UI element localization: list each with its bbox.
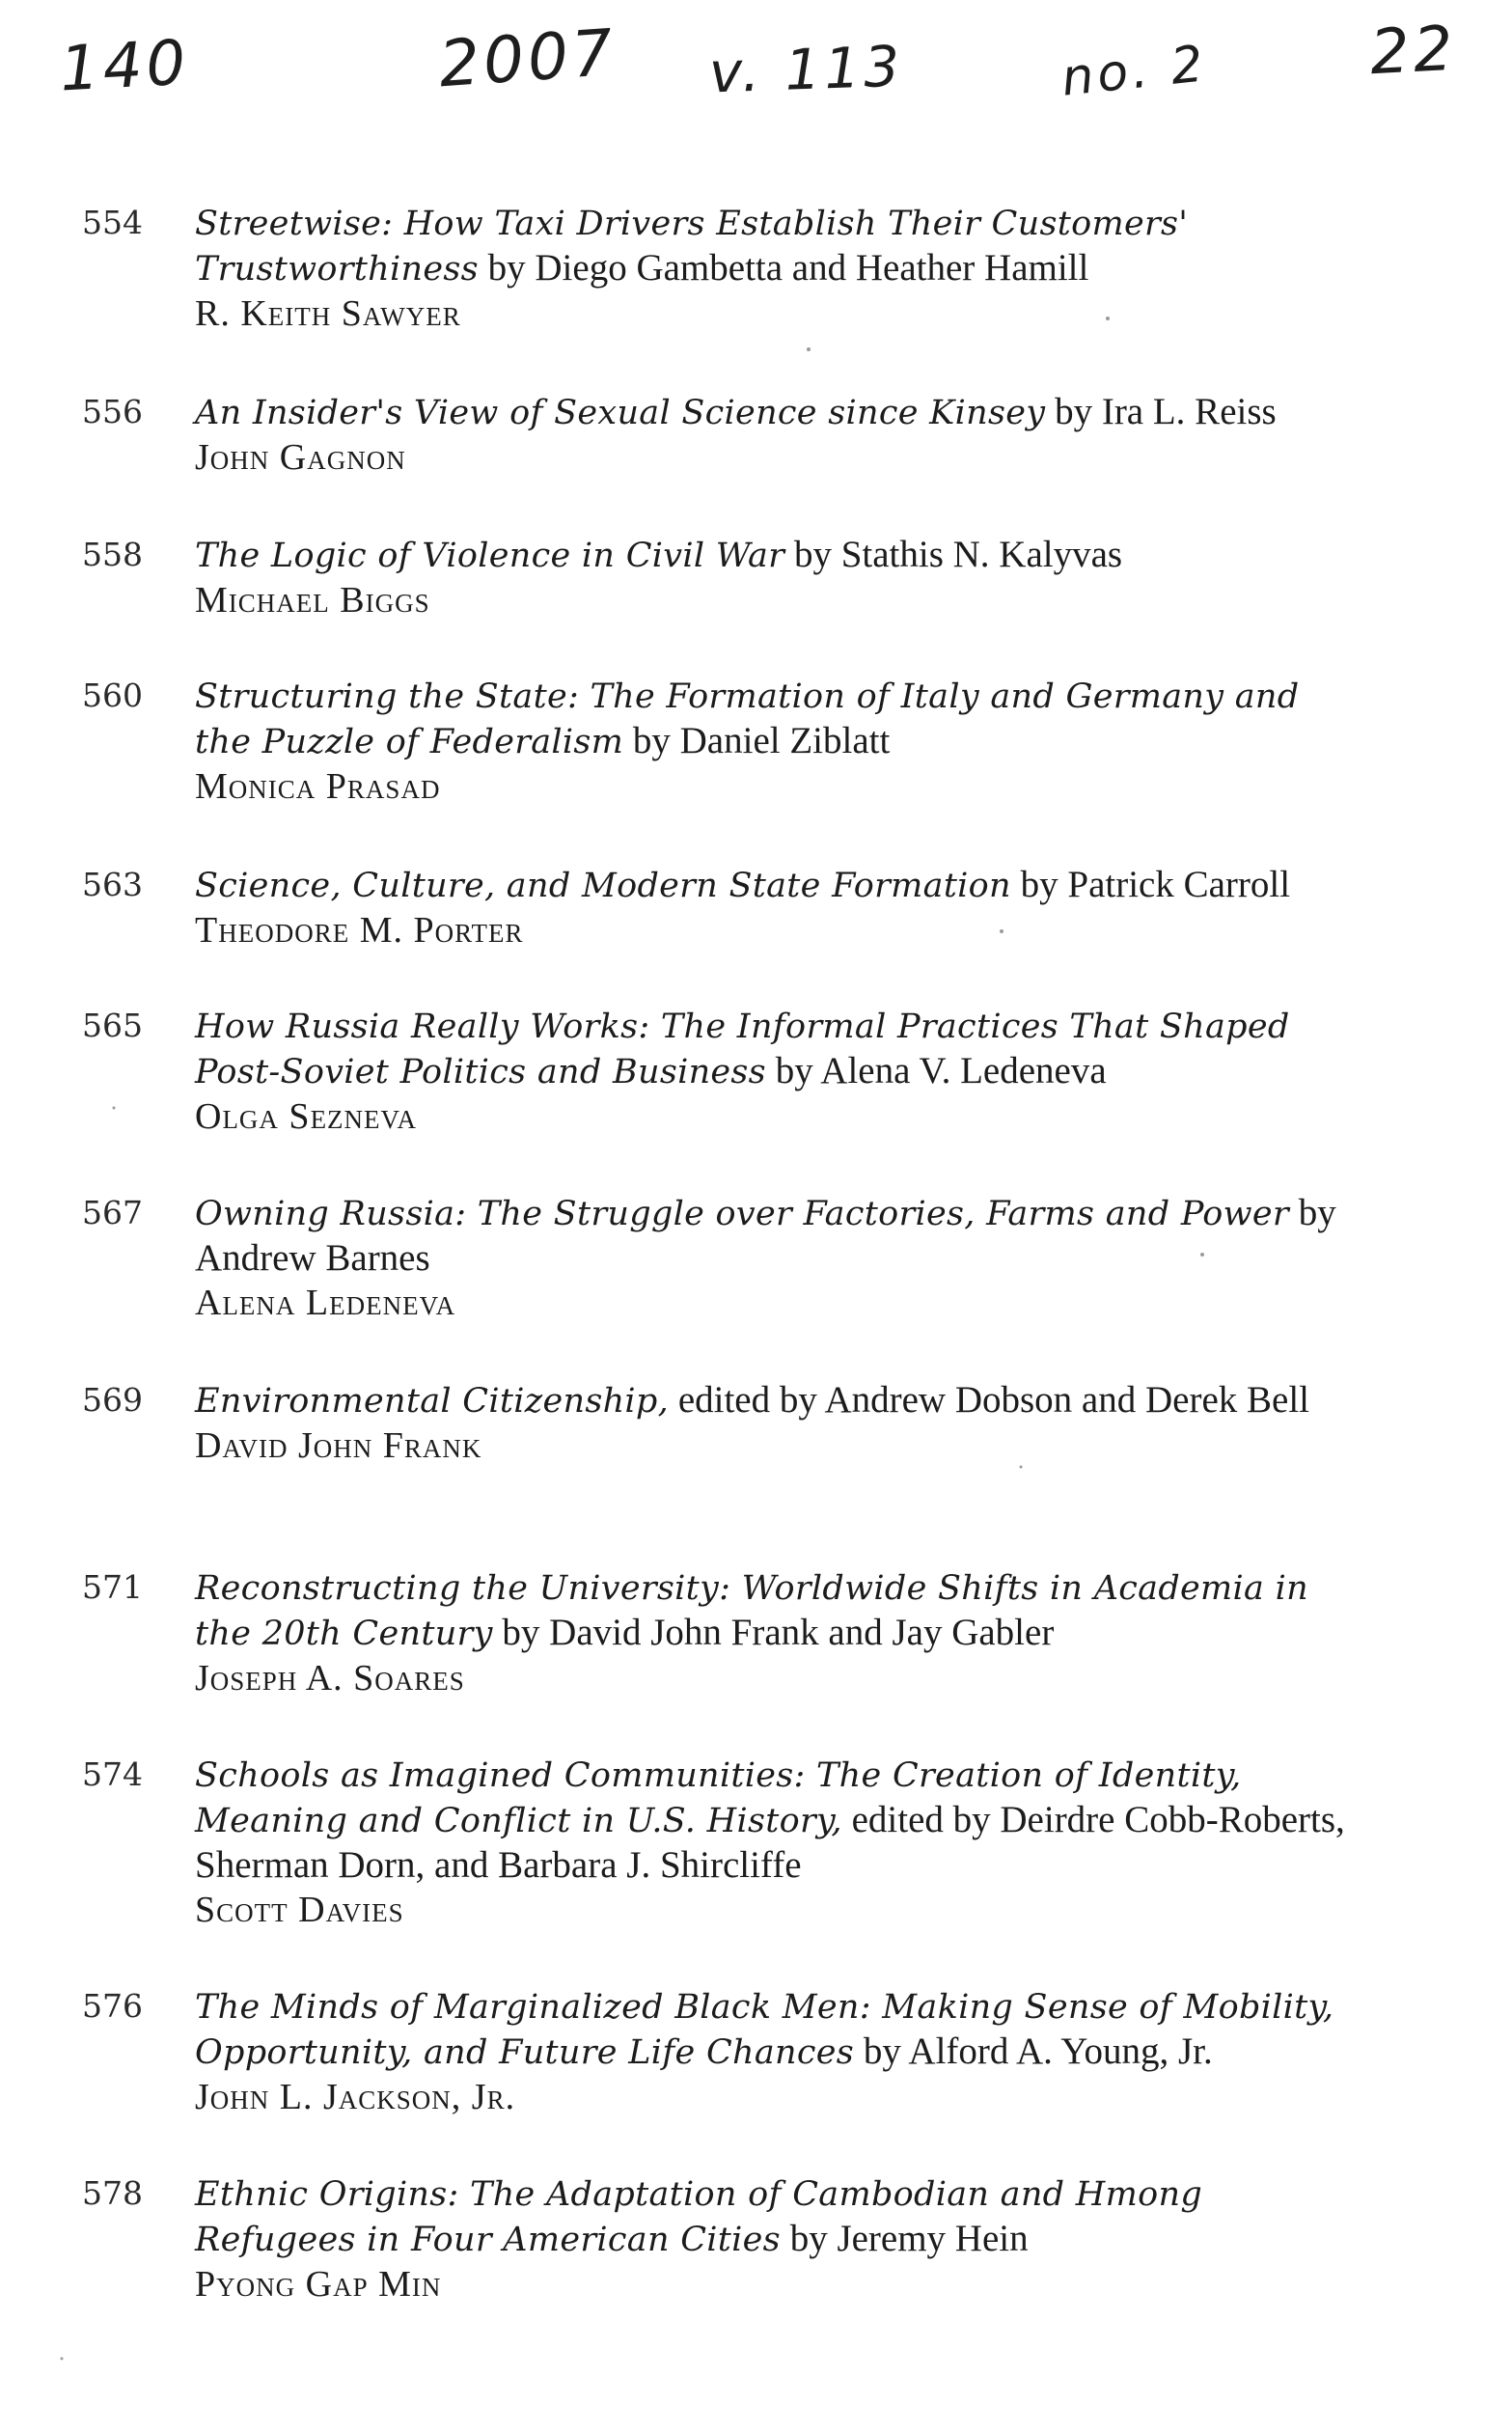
- page-number: 558: [82, 536, 143, 573]
- handwritten-note: [0, 0, 1512, 183]
- book-title: Ethnic Origins: The Adaptation of Cambodian and Hmong Refugees in Four American Cities: [195, 2175, 1203, 2259]
- reviewer-name: John L. Jackson, Jr.: [195, 2077, 516, 2117]
- book-title: The Logic of Violence in Civil War: [195, 537, 785, 575]
- handwritten-mark: 22: [1368, 13, 1459, 90]
- entry-text: [195, 1378, 1353, 1468]
- page-number: 569: [82, 1381, 143, 1419]
- reviewer-name: Scott Davies: [195, 1890, 404, 1930]
- page-number: 567: [82, 1194, 143, 1231]
- reviewer-name: Monica Prasad: [195, 766, 441, 807]
- book-title: Streetwise: How Taxi Drivers Establish Their Customers' Trustworthiness: [195, 205, 1189, 289]
- entry-text: [195, 1565, 1353, 1700]
- entry-text: [195, 2171, 1353, 2307]
- book-authors: by Andrew Barnes: [195, 1192, 1336, 1279]
- book-authors: by Jeremy Hein: [780, 2218, 1029, 2259]
- reviewer-name: Joseph A. Soares: [195, 1658, 465, 1699]
- page-number: 554: [82, 204, 143, 241]
- reviewer-name: R. Keith Sawyer: [195, 293, 461, 334]
- book-title: Science, Culture, and Modern State Formation: [195, 867, 1011, 905]
- page-number: 576: [82, 1987, 143, 2025]
- entry-text: [195, 674, 1353, 809]
- entry-text: [195, 1191, 1353, 1325]
- entry-text: [195, 863, 1353, 953]
- book-authors: by Diego Gambetta and Heather Hamill: [478, 247, 1089, 289]
- reviewer-name: Theodore M. Porter: [195, 910, 524, 951]
- entry-text: [195, 533, 1353, 622]
- book-authors: edited by Deirdre Cobb-Roberts, Sherman Dorn, and Barbara J. Shircliffe: [195, 1799, 1345, 1886]
- book-authors: by Ira L. Reiss: [1045, 391, 1277, 432]
- book-title: Reconstructing the University: Worldwide Shifts in Academia in the 20th Century: [195, 1569, 1308, 1653]
- entry-text: [195, 1984, 1353, 2119]
- book-authors: by Patrick Carroll: [1010, 864, 1291, 905]
- book-authors: by David John Frank and Jay Gabler: [492, 1612, 1055, 1653]
- reviewer-name: Pyong Gap Min: [195, 2264, 442, 2305]
- handwritten-call-number: 140: [58, 27, 192, 106]
- book-authors: by Alford A. Young, Jr.: [854, 2030, 1213, 2072]
- book-title: Schools as Imagined Communities: The Creation of Identity, Meaning and Conflict in U.S. History,: [195, 1756, 1242, 1840]
- reviewer-name: Alena Ledeneva: [195, 1283, 456, 1323]
- book-title: The Minds of Marginalized Black Men: Making Sense of Mobility, Opportunity, and Future Life Chances: [195, 1988, 1334, 2072]
- entry-text: [195, 1004, 1353, 1139]
- book-title: An Insider's View of Sexual Science since Kinsey: [195, 394, 1046, 432]
- handwritten-year: 2007: [436, 14, 619, 102]
- page-number: 560: [82, 677, 143, 714]
- page-number: 574: [82, 1755, 143, 1793]
- book-title: How Russia Really Works: The Informal Practices That Shaped Post-Soviet Politics and Business: [195, 1008, 1290, 1091]
- book-authors: edited by Andrew Dobson and Derek Bell: [669, 1379, 1309, 1421]
- reviewer-name: Michael Biggs: [195, 580, 430, 621]
- entry-text: [195, 201, 1353, 336]
- page-number: 565: [82, 1007, 143, 1044]
- book-title: Structuring the State: The Formation of Italy and Germany and the Puzzle of Federalism: [195, 677, 1300, 761]
- handwritten-issue: no. 2: [1058, 35, 1210, 108]
- book-title: Environmental Citizenship,: [195, 1382, 670, 1421]
- book-authors: by Stathis N. Kalyvas: [784, 534, 1123, 575]
- reviewer-name: John Gagnon: [195, 437, 406, 478]
- entry-text: [195, 1753, 1353, 1932]
- page-number: 556: [82, 393, 143, 430]
- reviewer-name: David John Frank: [195, 1425, 482, 1466]
- book-authors: by Daniel Ziblatt: [623, 720, 891, 761]
- page-number: 578: [82, 2174, 143, 2212]
- handwritten-volume: v. 113: [707, 33, 905, 106]
- entry-text: [195, 390, 1353, 480]
- book-authors: by Alena V. Ledeneva: [765, 1050, 1107, 1091]
- page-number: 571: [82, 1568, 143, 1606]
- reviewer-name: Olga Sezneva: [195, 1096, 418, 1137]
- page-number: 563: [82, 866, 143, 903]
- book-title: Owning Russia: The Struggle over Factories, Farms and Power: [195, 1195, 1289, 1233]
